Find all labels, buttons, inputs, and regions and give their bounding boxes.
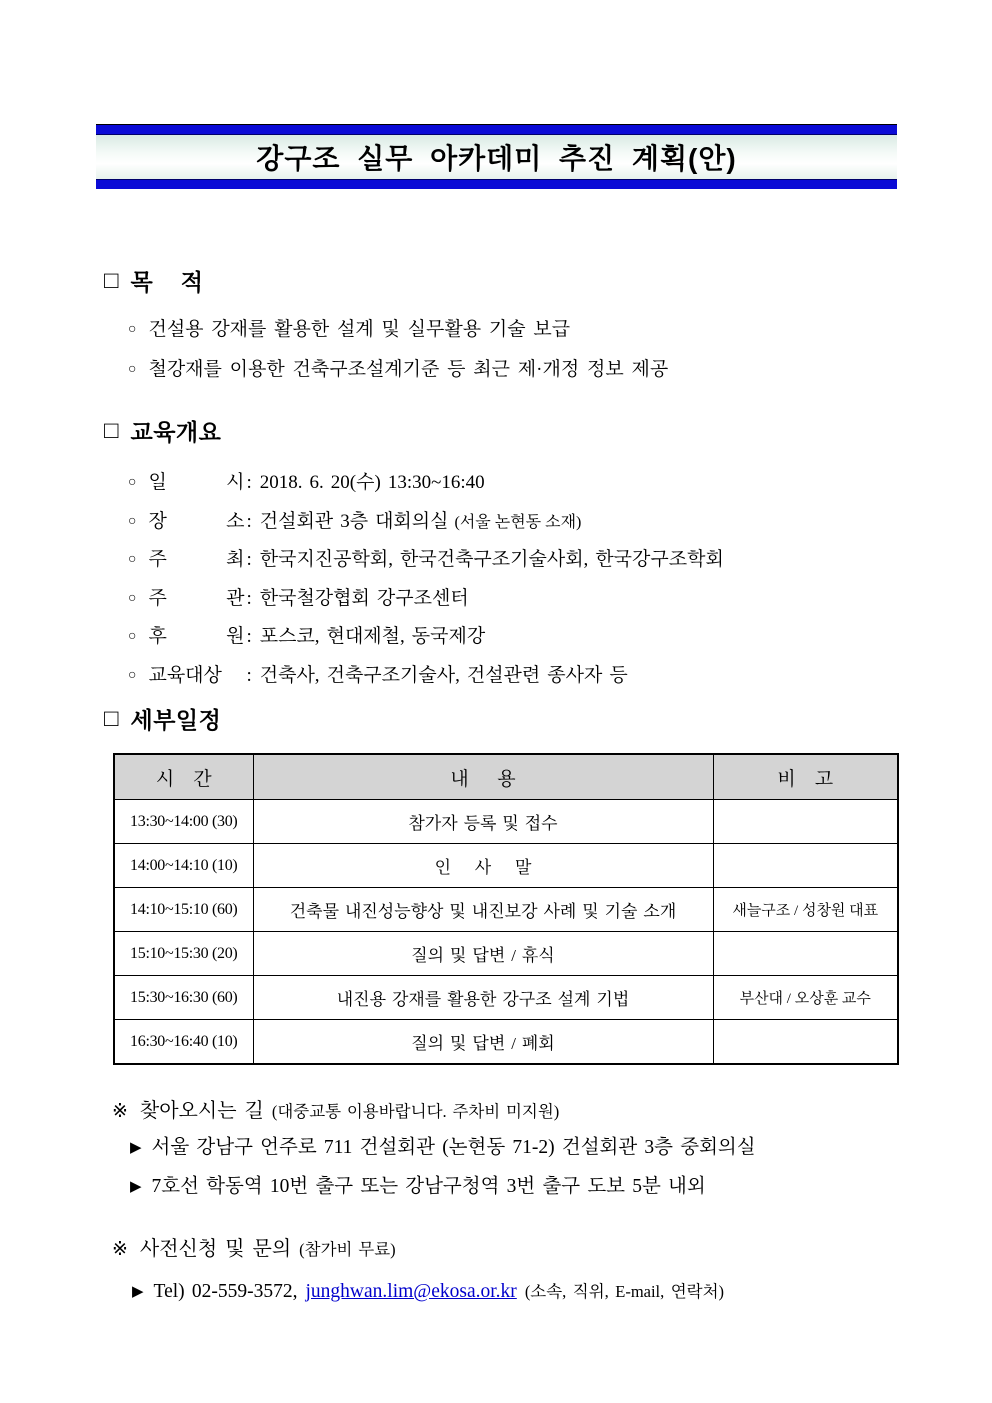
remark-cell: [713, 800, 898, 844]
contact-section: [112, 1232, 724, 1309]
title-banner: [96, 124, 897, 188]
overview-item: [128, 465, 724, 504]
purpose-item-text: 철강재를 이용한 건축구조설계기준 등 최근 제·개정 정보 제공: [148, 359, 669, 380]
square-marker-icon: □: [104, 704, 119, 732]
schedule-heading-row: [104, 702, 221, 735]
table-row: [114, 932, 898, 976]
colon-separator: :: [246, 587, 252, 609]
reference-marker-icon: ※: [112, 1239, 128, 1260]
contact-heading: 사전신청 및 문의: [139, 1238, 292, 1260]
directions-item-text: 7호선 학동역 10번 출구 또는 강남구청역 3번 출구 도보 5분 내외: [151, 1176, 706, 1197]
list-item: [130, 1129, 756, 1168]
remark-cell: 새늘구조 / 성창원 대표: [713, 888, 898, 932]
overview-label: 교육대상: [148, 664, 222, 686]
arrow-bullet-icon: ▶: [130, 1179, 142, 1195]
location-note: (서울 논현동 소재): [454, 513, 582, 531]
purpose-section-title: 목 적: [130, 269, 204, 295]
overview-item: [128, 581, 724, 620]
banner-body: [96, 135, 897, 179]
overview-list: [104, 465, 724, 697]
overview-item: [128, 504, 724, 543]
circle-bullet-icon: ○: [128, 629, 137, 645]
col-header-time: 시 간: [114, 754, 253, 800]
table-row: [114, 1020, 898, 1065]
circle-bullet-icon: ○: [128, 475, 137, 490]
overview-item: [128, 658, 724, 697]
remark-cell: [713, 1020, 898, 1065]
overview-label: 후 원: [148, 626, 245, 648]
circle-bullet-icon: ○: [128, 362, 137, 377]
circle-bullet-icon: ○: [128, 552, 137, 568]
arrow-bullet-icon: ▶: [132, 1284, 144, 1300]
circle-bullet-icon: ○: [128, 590, 137, 606]
content-cell: 질의 및 답변 / 폐회: [253, 1020, 713, 1065]
overview-label: 장 소: [148, 510, 245, 532]
document-title: 강구조 실무 아카데미 추진 계획(안): [256, 143, 737, 174]
overview-value: 포스코, 현대제철, 동국제강: [259, 626, 486, 648]
colon-separator: :: [246, 664, 252, 686]
circle-bullet-icon: ○: [128, 513, 137, 529]
table-row: [114, 800, 898, 844]
tel-text: Tel) 02-559-3572,: [153, 1281, 298, 1302]
list-item: [128, 311, 668, 351]
content-cell: 참가자 등록 및 접수: [253, 800, 713, 844]
content-cell: 질의 및 답변 / 휴식: [253, 932, 713, 976]
overview-item: [128, 542, 724, 581]
overview-heading-row: [104, 414, 724, 447]
remark-cell: [713, 932, 898, 976]
table-row: [114, 976, 898, 1020]
schedule-table: [113, 753, 899, 1065]
list-item: [132, 1276, 724, 1309]
content-cell: 건축물 내진성능향상 및 내진보강 사례 및 기술 소개: [253, 888, 713, 932]
overview-section-title: 교육개요: [130, 419, 222, 445]
overview-label: 일 시: [148, 472, 245, 493]
square-marker-icon: □: [104, 266, 119, 294]
contact-suffix: (소속, 직위, E-mail, 연락처): [524, 1282, 725, 1301]
col-header-content: 내 용: [253, 754, 713, 800]
banner-top-bar: [96, 125, 897, 135]
list-item: [128, 351, 668, 391]
table-row: [114, 888, 898, 932]
col-header-remark: 비 고: [713, 754, 898, 800]
time-cell: 15:30~16:30 (60): [114, 976, 253, 1020]
overview-value: 한국지진공학회, 한국건축구조기술사회, 한국강구조학회: [259, 549, 724, 571]
overview-value: 건설회관 3층 대회의실: [259, 510, 449, 532]
directions-section: [112, 1094, 756, 1207]
contact-note: (참가비 무료): [299, 1240, 396, 1259]
overview-value: 건축사, 건축구조기술사, 건설관련 종사자 등: [259, 664, 628, 686]
purpose-heading-row: [104, 264, 668, 297]
overview-label: 주 최: [148, 549, 245, 571]
section-overview: [104, 414, 724, 697]
colon-separator: :: [246, 626, 252, 648]
colon-separator: :: [246, 472, 252, 493]
circle-bullet-icon: ○: [128, 322, 137, 337]
contact-tel-row: [112, 1276, 724, 1309]
overview-value: 한국철강협회 강구조센터: [259, 587, 469, 609]
overview-label: 주 관: [148, 587, 245, 609]
directions-heading-row: [112, 1094, 756, 1123]
circle-bullet-icon: ○: [128, 667, 137, 683]
directions-heading: 찾아오시는 길: [139, 1100, 264, 1122]
square-marker-icon: □: [104, 416, 119, 444]
list-item: [130, 1168, 756, 1207]
colon-separator: :: [246, 549, 252, 571]
time-cell: 15:10~15:30 (20): [114, 932, 253, 976]
banner-bottom-bar: [96, 179, 897, 189]
section-purpose: [104, 264, 668, 391]
content-cell: 내진용 강재를 활용한 강구조 설계 기법: [253, 976, 713, 1020]
content-cell: 인 사 말: [253, 844, 713, 888]
time-cell: 14:00~14:10 (10): [114, 844, 253, 888]
overview-value: 2018. 6. 20(수) 13:30~16:40: [259, 472, 485, 493]
directions-note: (대중교통 이용바랍니다. 주차비 미지원): [271, 1102, 560, 1121]
overview-item: [128, 619, 724, 658]
email-link[interactable]: junghwan.lim@ekosa.or.kr: [305, 1281, 517, 1302]
contact-heading-row: [112, 1232, 724, 1261]
arrow-bullet-icon: ▶: [130, 1140, 142, 1156]
directions-list: [112, 1129, 756, 1207]
reference-marker-icon: ※: [112, 1101, 128, 1122]
section-schedule: [104, 702, 221, 735]
colon-separator: :: [246, 510, 252, 532]
purpose-list: [104, 311, 668, 391]
table-header-row: [114, 754, 898, 800]
time-cell: 13:30~14:00 (30): [114, 800, 253, 844]
time-cell: 14:10~15:10 (60): [114, 888, 253, 932]
remark-cell: [713, 844, 898, 888]
schedule-section-title: 세부일정: [130, 707, 222, 733]
time-cell: 16:30~16:40 (10): [114, 1020, 253, 1065]
purpose-item-text: 건설용 강재를 활용한 설계 및 실무활용 기술 보급: [148, 319, 571, 340]
directions-item-text: 서울 강남구 언주로 711 건설회관 (논현동 71-2) 건설회관 3층 중회의실: [151, 1137, 756, 1158]
remark-cell: 부산대 / 오상훈 교수: [713, 976, 898, 1020]
table-row: [114, 844, 898, 888]
